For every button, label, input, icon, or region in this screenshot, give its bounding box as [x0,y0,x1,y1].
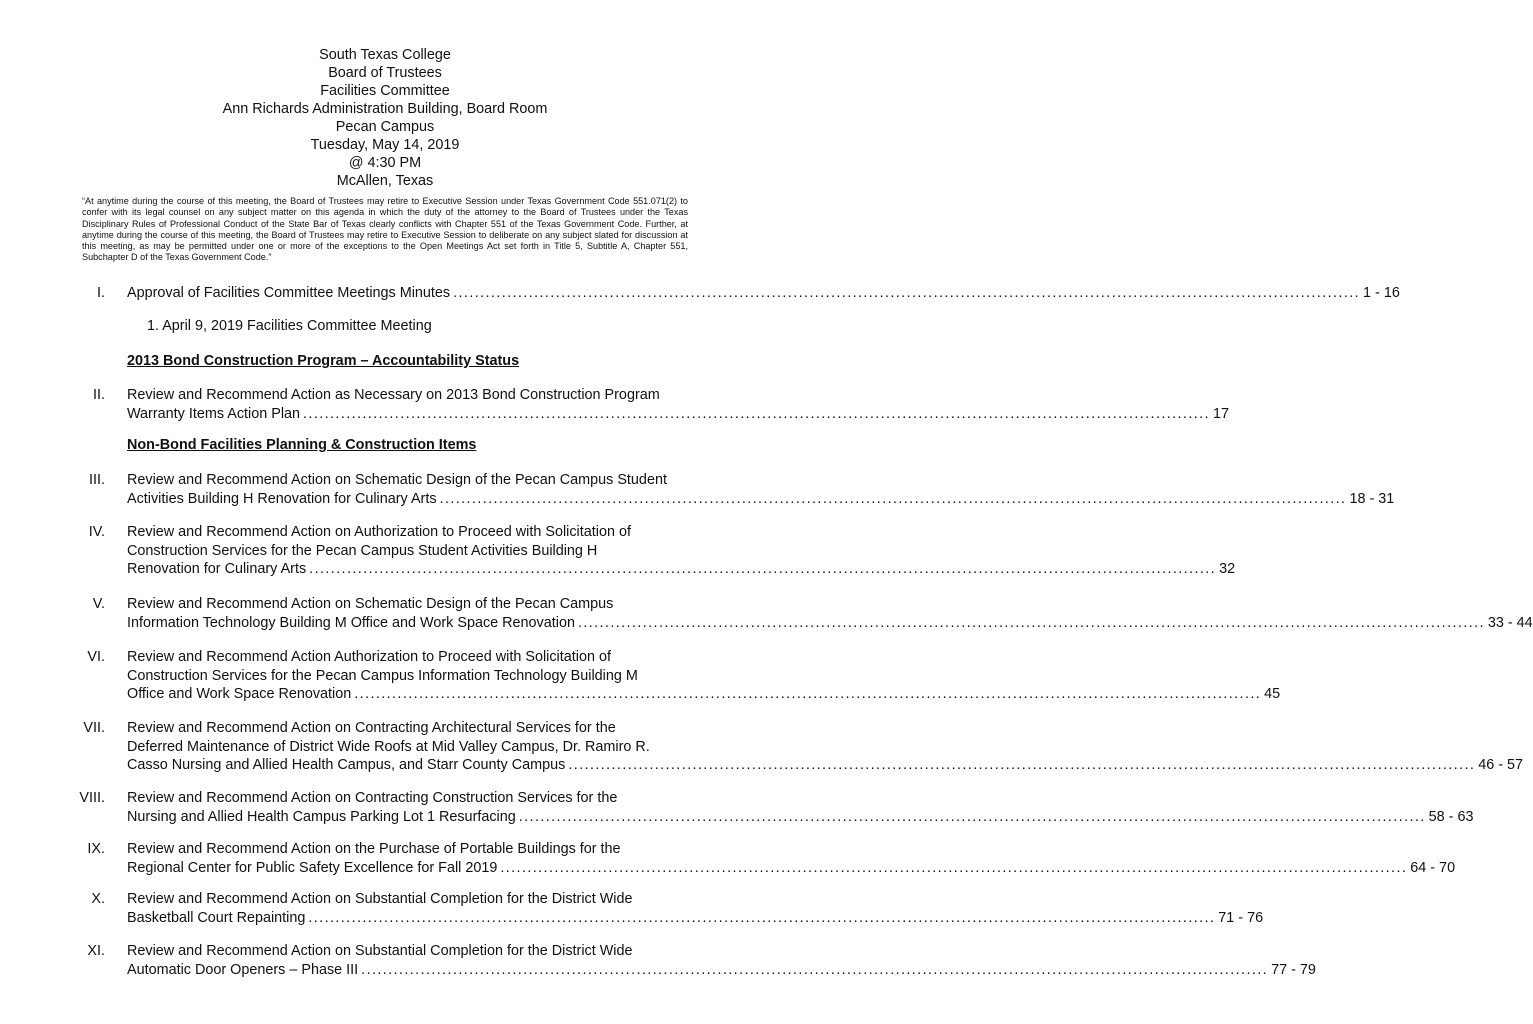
item-title: Warranty Items Action Plan [127,405,301,422]
dot-leader: ........................................................................................................................................................................ [308,909,1216,926]
item-pages: 17 [1212,405,1229,422]
item-last-line [127,614,1533,633]
dot-leader: ........................................................................................................................................................................ [518,808,1426,825]
item-last-line [127,808,1474,827]
section-heading-non-bond: Non-Bond Facilities Planning & Construction Items [127,437,477,453]
item-pages: 33 - 44 [1487,614,1533,631]
item-numeral: I. [97,285,105,301]
dot-leader: ........................................................................................................................................................................ [309,561,1217,578]
item-numeral: III. [89,472,105,488]
item-body [127,942,1316,979]
item-title: Office and Work Space Renovation [127,686,352,703]
item-body [127,471,1395,508]
dot-leader: ........................................................................................................................................................................ [453,285,1361,301]
item-pages: 77 - 79 [1271,961,1316,978]
item-body [127,890,1264,927]
item-line: Review and Recommend Action on Contracting Architectural Services for the [127,720,616,736]
item-body [127,648,1281,704]
dot-leader: ........................................................................................................................................................................ [303,405,1210,422]
campus-name: Pecan Campus [335,119,435,135]
item-line: Construction Services for the Pecan Campus Student Activities Building H [127,542,598,559]
item-last-line [127,961,1316,980]
item-line: Review and Recommend Action on Schematic Design of the Pecan Campus [127,596,614,612]
item-title: Information Technology Building M Office and Work Space Renovation [127,614,575,631]
item-line: Review and Recommend Action on Authorization to Proceed with Solicitation of [127,524,631,540]
item-title: Automatic Door Openers – Phase III [127,961,359,978]
section-heading-bond: 2013 Bond Construction Program – Accountability Status [127,353,520,369]
item-body [127,386,1229,423]
item-body [127,523,1236,579]
item-title: Renovation for Culinary Arts [127,561,307,578]
dot-leader: ........................................................................................................................................................................ [354,686,1262,703]
item-numeral: XI. [87,943,105,959]
item-line: Review and Recommend Action on Substantial Completion for the District Wide [127,943,633,959]
item-pages: 64 - 70 [1410,859,1456,876]
agenda-subitem-1: 1. April 9, 2019 Facilities Committee Meeting [147,318,432,334]
item-line: Deferred Maintenance of District Wide Roofs at Mid Valley Campus, Dr. Ramiro R. [127,738,650,755]
committee-name: Facilities Committee [320,83,450,99]
item-last-line [127,756,1524,775]
item-title-line [127,284,1400,303]
meeting-time: @ 4:30 PM [348,155,422,171]
item-body [127,840,1456,877]
item-pages: 58 - 63 [1428,808,1474,825]
item-title: Regional Center for Public Safety Excellence for Fall 2019 [127,859,498,876]
item-title: Nursing and Allied Health Campus Parking Lot 1 Resurfacing [127,808,516,825]
item-line: Construction Services for the Pecan Campus Information Technology Building M [127,667,638,684]
dot-leader: ........................................................................................................................................................................ [500,859,1408,876]
item-numeral: VI. [87,649,105,665]
dot-leader: ........................................................................................................................................................................ [361,961,1269,978]
item-body [127,284,1400,303]
item-numeral: IX. [87,841,105,857]
item-line: Review and Recommend Action on Contracting Construction Services for the [127,790,618,806]
item-numeral: V. [92,596,105,612]
item-title: Approval of Facilities Committee Meetings Minutes [127,285,451,301]
item-last-line [127,405,1229,424]
item-title: Casso Nursing and Allied Health Campus, and Starr County Campus [127,757,566,774]
item-last-line [127,909,1264,928]
dot-leader: ........................................................................................................................................................................ [568,757,1476,774]
item-numeral: X. [91,891,105,907]
item-line: Review and Recommend Action on Schematic Design of the Pecan Campus Student [127,472,667,488]
item-pages: 46 - 57 [1478,757,1524,774]
item-pages: 18 - 31 [1349,490,1395,507]
item-body [127,789,1474,826]
item-last-line [127,490,1395,509]
item-pages: 1 - 16 [1363,285,1400,301]
meeting-city: McAllen, Texas [336,173,434,189]
item-last-line [127,859,1456,878]
item-numeral: VIII. [79,790,105,806]
college-name: South Texas College [319,47,451,63]
item-line: Review and Recommend Action on Substantial Completion for the District Wide [127,891,633,907]
item-pages: 71 - 76 [1218,909,1264,926]
item-last-line [127,560,1236,579]
item-body [127,595,1533,632]
item-pages: 32 [1219,561,1236,578]
item-numeral: II. [93,387,105,403]
board-name: Board of Trustees [328,65,442,81]
item-line: Review and Recommend Action on the Purchase of Portable Buildings for the [127,841,621,857]
item-numeral: VII. [83,720,105,736]
item-title: Activities Building H Renovation for Culinary Arts [127,490,437,507]
executive-session-notice: “At anytime during the course of this meeting, the Board of Trustees may retire to Executive Session under Texas Government Code 551.071(2) to confer with its legal counsel on any subject matter on this agenda in which the duty of the attorney to the Board of Trustees under the Texas Disciplinary Rules of Professional Conduct of the State Bar of Texas clearly conflicts with Chapter 551 of the Texas Government Code. Further, at anytime during the course of this meeting, the Board of Trustees may retire to Executive Session to deliberate on any subject slated for discussion at this meeting, as may be permitted under one or more of the exceptions to the Open Meetings Act set forth in Title 5, Subtitle A, Chapter 551, Subchapter D of the Texas Government Code.” [82,196,688,263]
item-numeral: IV. [88,524,105,540]
dot-leader: ........................................................................................................................................................................ [577,614,1485,631]
dot-leader: ........................................................................................................................................................................ [439,490,1347,507]
meeting-date: Tuesday, May 14, 2019 [310,137,460,153]
item-line: Review and Recommend Action as Necessary on 2013 Bond Construction Program [127,387,660,403]
item-body [127,719,1524,775]
item-last-line [127,685,1281,704]
item-title: Basketball Court Repainting [127,909,306,926]
item-pages: 45 [1264,686,1281,703]
item-line: Review and Recommend Action Authorization to Proceed with Solicitation of [127,649,611,665]
meeting-location: Ann Richards Administration Building, Board Room [222,101,548,117]
